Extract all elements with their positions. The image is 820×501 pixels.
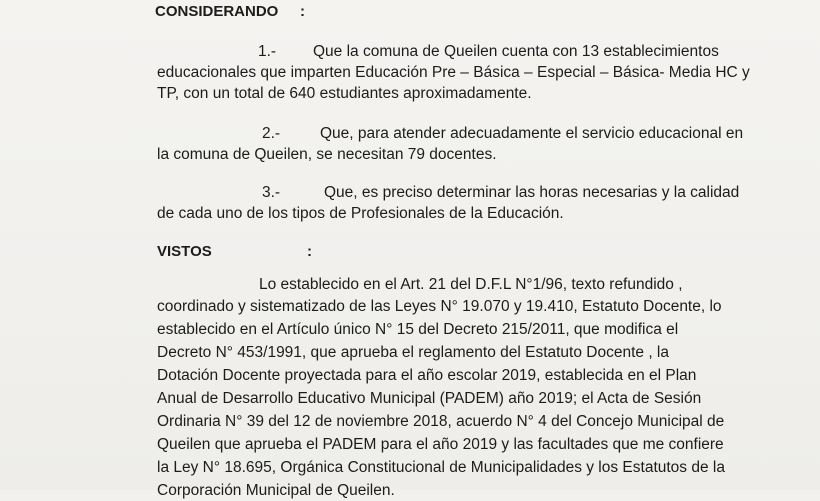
item-number-3: 3.-	[262, 184, 281, 201]
vistos-line-3: establecido en el Artículo único N° 15 del Decreto 215/2011, que modifica el	[157, 321, 679, 338]
vistos-line-1: Lo establecido en el Art. 21 del D.F.L N°1/96, texto refundido ,	[259, 276, 683, 293]
item-2-line-2: la comuna de Queilen, se necesitan 79 docentes.	[157, 146, 497, 163]
vistos-line-6: Anual de Desarrollo Educativo Municipal (PADEM) año 2019; el Acta de Sesión	[157, 390, 702, 407]
considerando-colon: :	[300, 3, 305, 20]
item-1-line-2: educacionales que imparten Educación Pre – Básica – Especial – Básica- Media HC y	[157, 64, 750, 81]
vistos-line-8: Queilen que aprueba el PADEM para el año 2019 y las facultades que me confiere	[157, 436, 724, 453]
item-2-line-1: Que, para atender adecuadamente el servicio educacional en	[320, 125, 744, 142]
item-number-1: 1.-	[258, 43, 277, 60]
vistos-colon: :	[307, 243, 312, 260]
vistos-heading: VISTOS	[157, 243, 212, 260]
vistos-line-10: Corporación Municipal de Queilen.	[157, 482, 395, 499]
item-3-line-2: de cada uno de los tipos de Profesionales de la Educación.	[157, 205, 564, 222]
item-3-line-1: Que, es preciso determinar las horas necesarias y la calidad	[324, 184, 740, 201]
item-1-line-3: TP, con un total de 640 estudiantes aproximadamente.	[157, 85, 532, 102]
vistos-line-2: coordinado y sistematizado de las Leyes N° 19.070 y 19.410, Estatuto Docente, lo	[157, 298, 722, 315]
item-1-line-1: Que la comuna de Queilen cuenta con 13 establecimientos	[313, 43, 719, 60]
vistos-line-9: la Ley N° 18.695, Orgánica Constitucional de Municipalidades y los Estatutos de la	[157, 459, 725, 476]
vistos-line-5: Dotación Docente proyectada para el año escolar 2019, establecida en el Plan	[157, 367, 697, 384]
considerando-heading: CONSIDERANDO	[155, 3, 279, 20]
vistos-line-7: Ordinaria N° 39 del 12 de noviembre 2018, acuerdo N° 4 del Concejo Municipal de	[157, 413, 725, 430]
vistos-line-4: Decreto N° 453/1991, que aprueba el reglamento del Estatuto Docente , la	[157, 344, 669, 361]
item-number-2: 2.-	[262, 125, 281, 142]
